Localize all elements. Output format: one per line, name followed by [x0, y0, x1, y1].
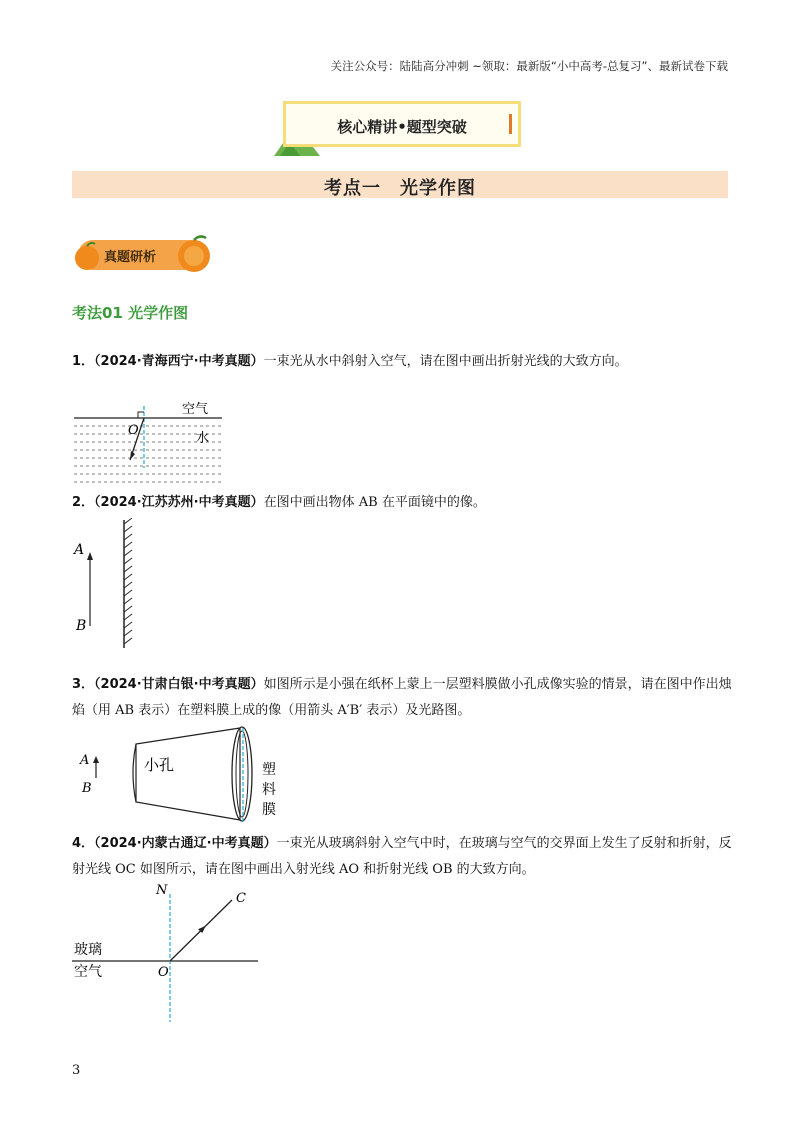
normal-n-label: N — [156, 883, 168, 898]
question-3 — [72, 672, 732, 724]
question-4 — [72, 831, 732, 883]
question-text: 一束光从水中斜射入空气，请在图中画出折射光线的大致方向。 — [263, 354, 628, 369]
film-label-2: 料 — [262, 782, 276, 798]
point-a-label: A — [80, 753, 90, 768]
question-source: （2024·青海西宁·中考真题） — [94, 354, 264, 369]
figure-2-mirror — [72, 518, 162, 654]
question-text: 如图所示是小强在纸杯上蒙上一层塑料膜做小孔成像实验的情景，请在图中作出烛焰（用 AB 表示）在塑料膜上成的像（用箭头 A′B′ 表示）及光路图。 — [72, 677, 732, 718]
point-o-label: O — [158, 965, 169, 980]
air-label: 空气 — [182, 402, 209, 417]
question-source: （2024·江苏苏州·中考真题） — [94, 495, 264, 510]
question-text: 一束光从玻璃斜射入空气中时，在玻璃与空气的交界面上发生了反射和折射，反射光线 OC 如图所示，请在图中画出入射光线 AO 和折射光线 OB 的大致方向。 — [72, 836, 732, 877]
air-label: 空气 — [74, 964, 102, 980]
water-label: 水 — [196, 431, 210, 446]
banner — [283, 101, 521, 147]
header-note: 关注公众号：陆陆高分冲刺 ~领取：最新版“小中高考-总复习”、最新试卷下载 — [330, 59, 728, 73]
film-label-3: 膜 — [262, 802, 276, 818]
figure-4-reflection — [72, 880, 272, 1024]
question-2 — [72, 490, 732, 516]
point-a-label: A — [74, 542, 85, 558]
question-source: （2024·甘肃白银·中考真题） — [94, 677, 264, 692]
method-title: 考法01 光学作图 — [72, 304, 189, 322]
orange-icon — [72, 240, 102, 272]
figure-1-refraction — [72, 396, 232, 492]
question-number: 1． — [72, 354, 95, 369]
point-o-label: O — [128, 423, 139, 438]
glass-label: 玻璃 — [74, 942, 102, 958]
section-bar — [72, 171, 728, 198]
question-number: 2． — [72, 495, 95, 510]
question-source: （2024·内蒙古通辽·中考真题） — [94, 836, 277, 851]
banner-accent — [509, 114, 512, 134]
point-b-label: B — [76, 618, 87, 634]
point-c-label: C — [236, 891, 246, 906]
section-title: 考点一 光学作图 — [324, 178, 476, 199]
point-b-label: B — [82, 781, 92, 796]
banner-title: 核心精讲•题型突破 — [337, 118, 467, 136]
figure-3-pinhole — [72, 722, 292, 826]
question-1 — [72, 349, 732, 375]
question-number: 3． — [72, 677, 95, 692]
orange-icon — [174, 232, 214, 274]
question-text: 在图中画出物体 AB 在平面镜中的像。 — [263, 495, 486, 510]
question-number: 4． — [72, 836, 95, 851]
film-label-1: 塑 — [262, 762, 276, 778]
badge-label: 真题研析 — [104, 250, 157, 265]
page-number: 3 — [72, 1063, 81, 1078]
pinhole-label: 小孔 — [144, 756, 175, 774]
